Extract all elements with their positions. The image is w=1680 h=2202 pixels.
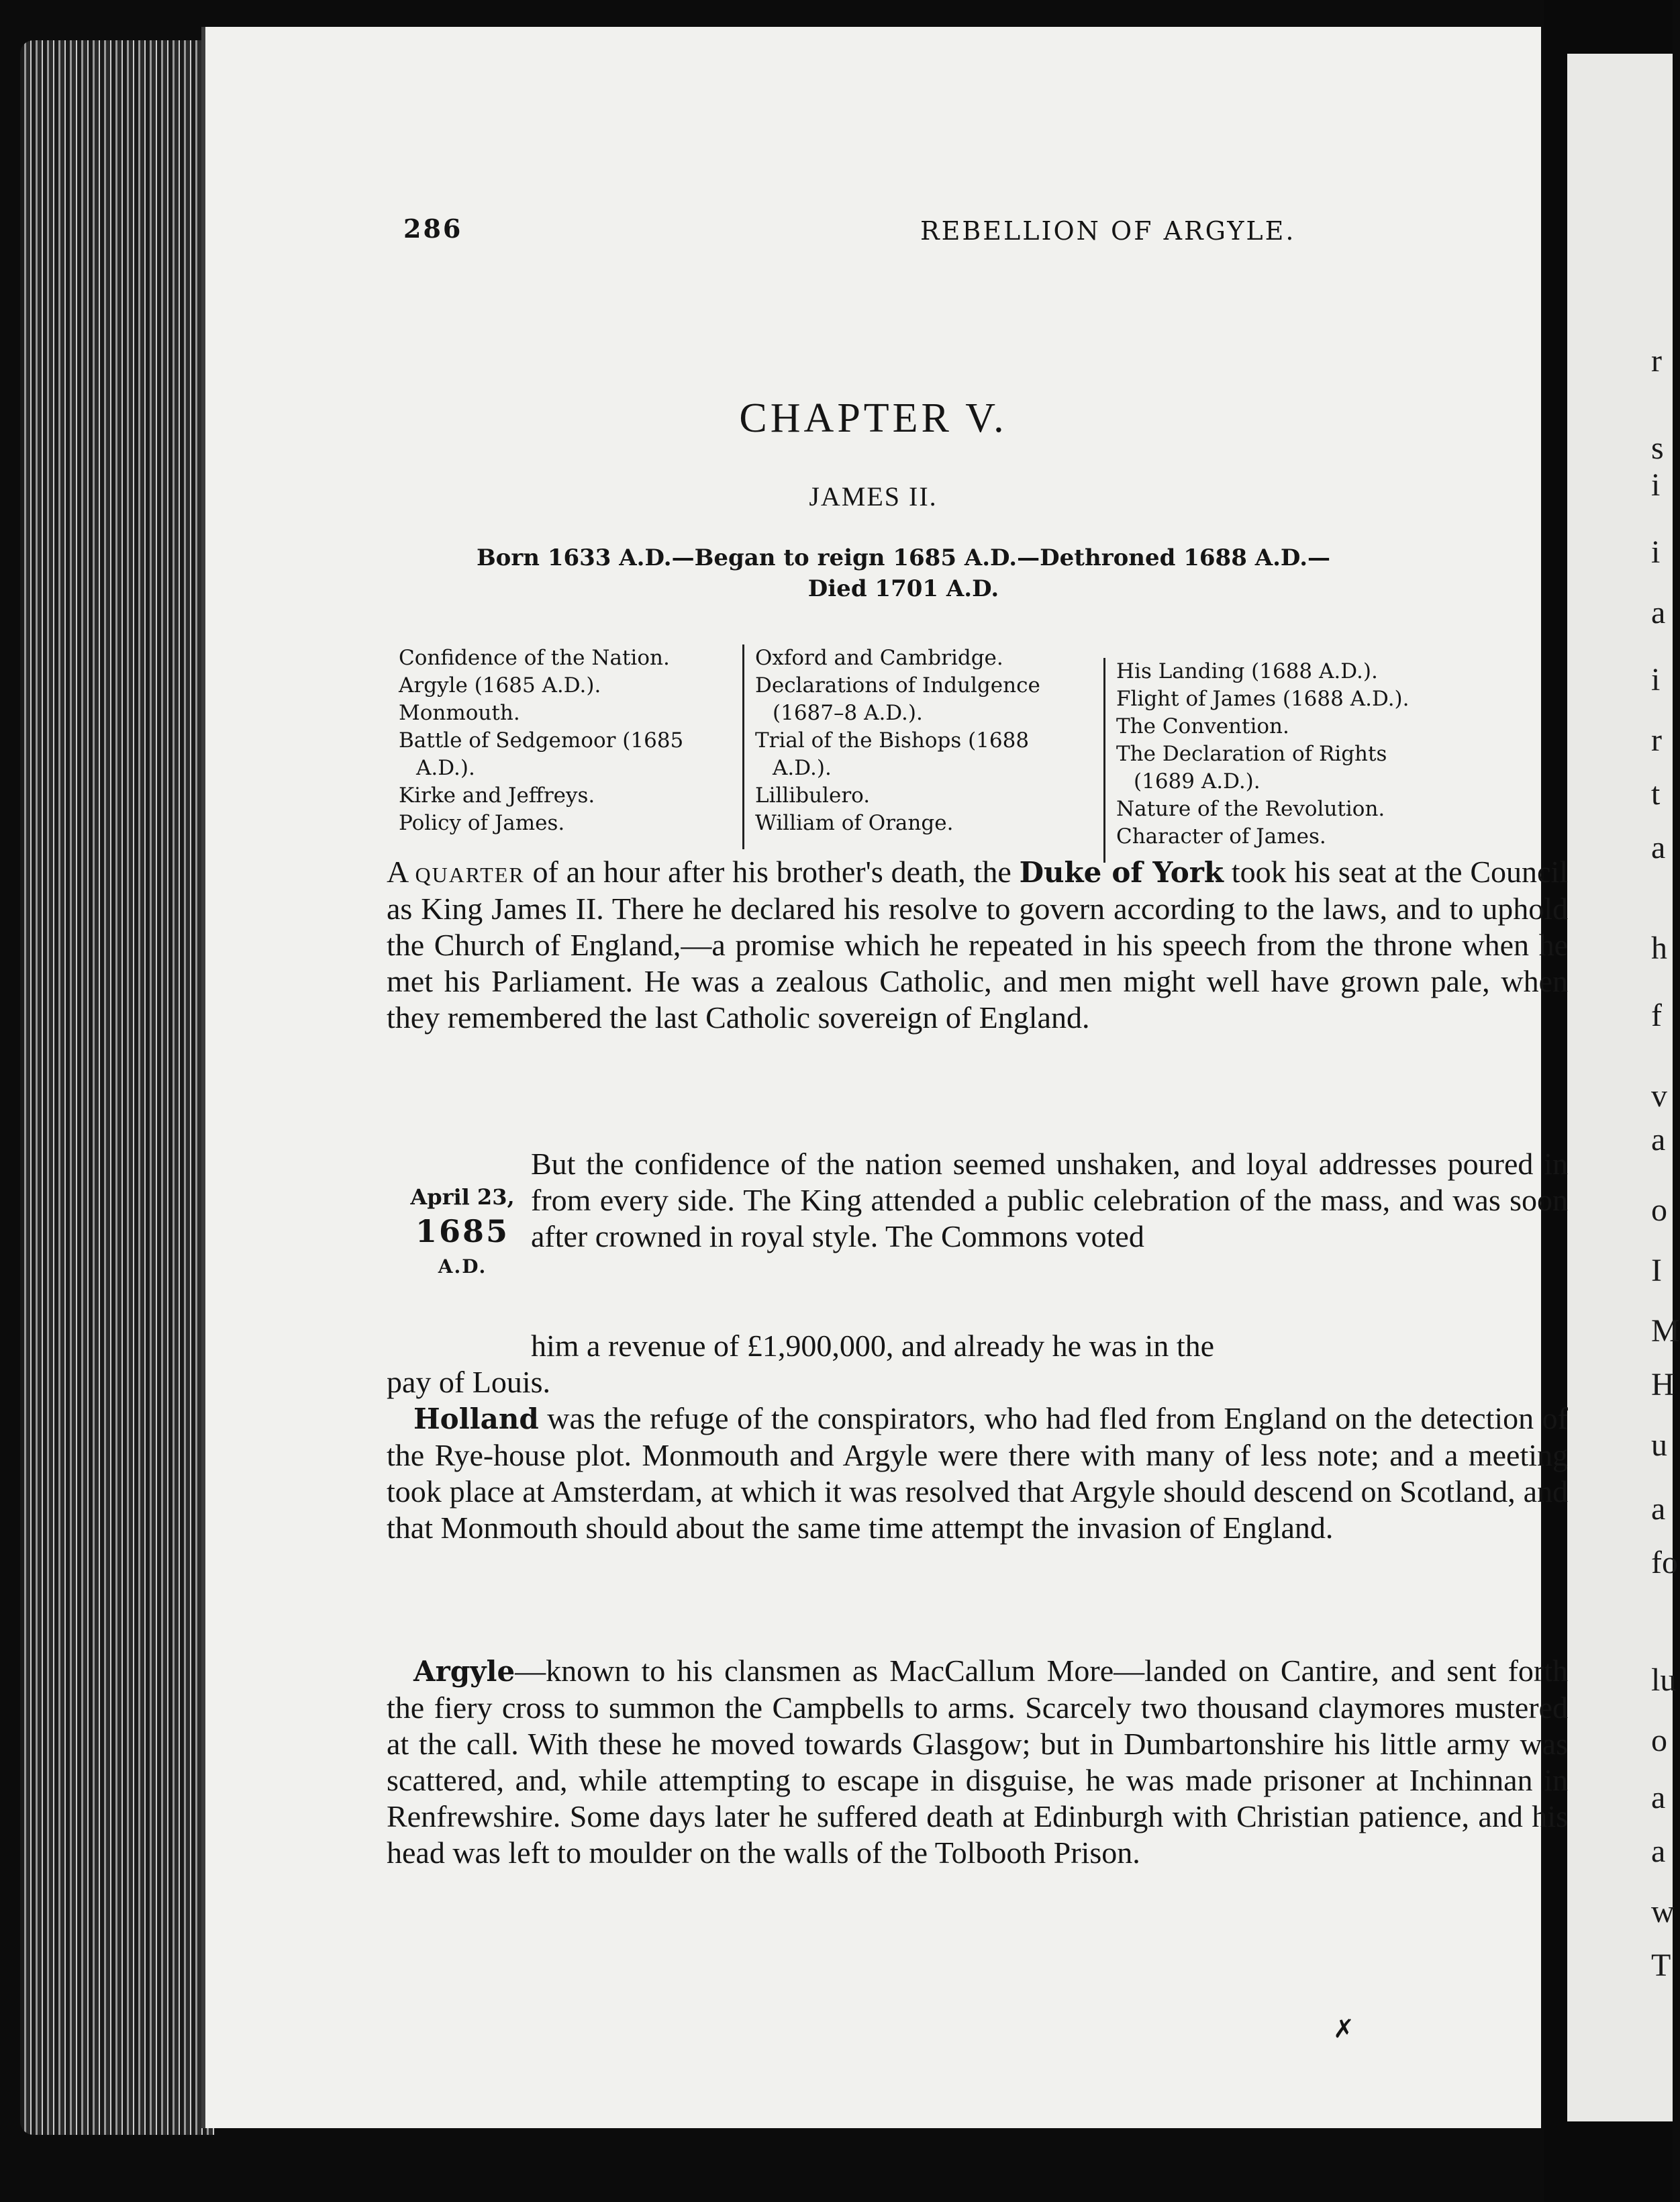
paragraph-4	[387, 1653, 1568, 1871]
paragraph-3	[387, 1400, 1568, 1546]
paragraph-2-continued: him a revenue of £1,900,000, and already he was in the	[531, 1329, 1215, 1363]
contents-entry: Battle of Sedgemoor (1685	[399, 728, 684, 753]
facing-page-fragment: s	[1651, 430, 1664, 466]
contents-entry: Trial of the Bishops (1688	[755, 728, 1030, 753]
facing-page-fragment: T	[1651, 1948, 1671, 1983]
facing-page-fragment: v	[1651, 1078, 1667, 1114]
facing-page-fragment: h	[1651, 930, 1667, 966]
contents-entry: The Declaration of Rights	[1116, 742, 1387, 766]
contents-entry: Character of James.	[1116, 824, 1326, 849]
facing-page	[1567, 54, 1680, 2121]
facing-page-fragment: r	[1651, 343, 1662, 379]
margin-date-day: April 23,	[410, 1184, 515, 1210]
running-title: REBELLION OF ARGYLE.	[920, 216, 1296, 246]
contents-entry: The Convention.	[1116, 714, 1289, 738]
facing-page-fragment: r	[1651, 722, 1662, 758]
contents-column-3	[1103, 658, 1459, 863]
facing-page-fragment: i	[1651, 467, 1661, 503]
contents-entry: Confidence of the Nation.	[399, 646, 670, 670]
facing-page-fragment: t	[1651, 776, 1661, 812]
contents-entry: Oxford and Cambridge.	[755, 646, 1003, 670]
chapter-contents	[399, 644, 1446, 859]
reign-dates	[407, 542, 1400, 604]
facing-page-fragment: I	[1651, 1253, 1662, 1288]
contents-entry: (1687–8 A.D.).	[773, 701, 923, 725]
facing-page-fragment: a	[1651, 830, 1666, 865]
facing-page-fragment: o	[1651, 1723, 1667, 1758]
paragraph-4-text: —known to his clansmen as MacCallum More—landed on Cantire, and sent forth the fiery cross to summon the Campbells to arms. Scarcely two thousand claymores mustered at the call. With these he moved towards Glasgow; but in Dumbartonshire his little army was scattered, and, while attempting to escape in disguise, he was made prisoner at Inchinnan in Renfrewshire. Some days later he suffered death at Edinburgh with Christian patience, and his head was left to moulder on the walls of the Tolbooth Prison.	[387, 1654, 1568, 1870]
contents-entry: His Landing (1688 A.D.).	[1116, 659, 1378, 683]
margin-date-era: A.D.	[438, 1255, 487, 1278]
paragraph-1-text-a: of an hour after his brother's death, the	[524, 855, 1020, 889]
contents-entry: Monmouth.	[399, 701, 520, 725]
facing-page-fragment: i	[1651, 534, 1661, 570]
contents-column-1	[399, 644, 734, 837]
paragraph-1-text-b: took his seat at the Council as King James II. There he declared his resolve to govern according to the laws, and to uphold the Church of England,—a promise which he repeated in his speech from the throne when he met his Parliament. He was a zealous Catholic, and men might well have grown pale, when they remembered the last Catholic sovereign of England.	[387, 855, 1569, 1035]
margin-date-year: 1685	[415, 1213, 510, 1249]
contents-entry: (1689 A.D.).	[1134, 769, 1261, 794]
bold-term-argyle: Argyle	[413, 1655, 515, 1688]
contents-entry: Nature of the Revolution.	[1116, 797, 1385, 821]
paragraph-2: But the confidence of the nation seemed unshaken, and loyal addresses poured in from every side. The King attended a public celebration of the mass, and was soon after crowned in royal style. The Commons voted	[531, 1147, 1568, 1253]
book-page-edges	[20, 40, 215, 2135]
ink-speck: ✗	[1333, 2014, 1354, 2044]
facing-page-fragment: a	[1651, 1122, 1666, 1157]
facing-page-fragment: o	[1651, 1192, 1667, 1228]
facing-page-fragment: fo	[1651, 1545, 1678, 1580]
facing-page-fragment: M	[1651, 1313, 1680, 1349]
facing-page-fragment: a	[1651, 595, 1666, 630]
contents-entry: A.D.).	[416, 756, 475, 780]
chapter-title: CHAPTER V.	[739, 395, 1007, 441]
facing-page-fragment: a	[1651, 1780, 1666, 1815]
contents-entry: A.D.).	[773, 756, 832, 780]
facing-page-fragment: a	[1651, 1833, 1666, 1869]
contents-entry: Argyle (1685 A.D.).	[399, 673, 601, 698]
facing-page-fragment: H	[1651, 1367, 1675, 1402]
facing-page-fragment: i	[1651, 662, 1661, 698]
running-head	[403, 213, 1477, 254]
paragraph-1	[387, 854, 1568, 1036]
facing-page-fragment: a	[1651, 1491, 1666, 1527]
facing-page-fragment: f	[1651, 998, 1662, 1033]
small-caps-word: quarter	[415, 855, 525, 889]
contents-entry: William of Orange.	[755, 811, 954, 835]
facing-page-fragment: lu	[1651, 1662, 1677, 1698]
contents-entry: Policy of James.	[399, 811, 565, 835]
paragraph-2-end: pay of Louis.	[387, 1365, 551, 1399]
chapter-subtitle: JAMES II.	[809, 481, 938, 512]
facing-page-fragment: u	[1651, 1427, 1667, 1463]
paragraph-3-text: was the refuge of the conspirators, who had fled from England on the detection of the Rye-house plot. Monmouth and Argyle were there with many of less note; and a meeting took place at Amsterdam, at which it was resolved that Argyle should descend on Scotland, and that Monmouth should about the same time attempt the invasion of England.	[387, 1401, 1568, 1545]
contents-entry: Declarations of Indulgence	[755, 673, 1040, 698]
contents-entry: Lillibulero.	[755, 783, 871, 808]
contents-column-2	[742, 644, 1104, 849]
book-page	[201, 27, 1569, 2128]
reign-dates-line-1: Born 1633 A.D.—Began to reign 1685 A.D.—Dethroned 1688 A.D.—	[476, 544, 1331, 571]
bold-term-duke-of-york: Duke of York	[1019, 856, 1224, 889]
drop-initial: A	[387, 855, 407, 889]
bold-term-holland: Holland	[413, 1402, 539, 1435]
page-number: 286	[403, 213, 463, 244]
facing-page-fragment: w	[1651, 1894, 1675, 1929]
contents-entry: Flight of James (1688 A.D.).	[1116, 687, 1410, 711]
reign-dates-line-2: Died 1701 A.D.	[807, 575, 999, 602]
contents-entry: Kirke and Jeffreys.	[399, 783, 595, 808]
